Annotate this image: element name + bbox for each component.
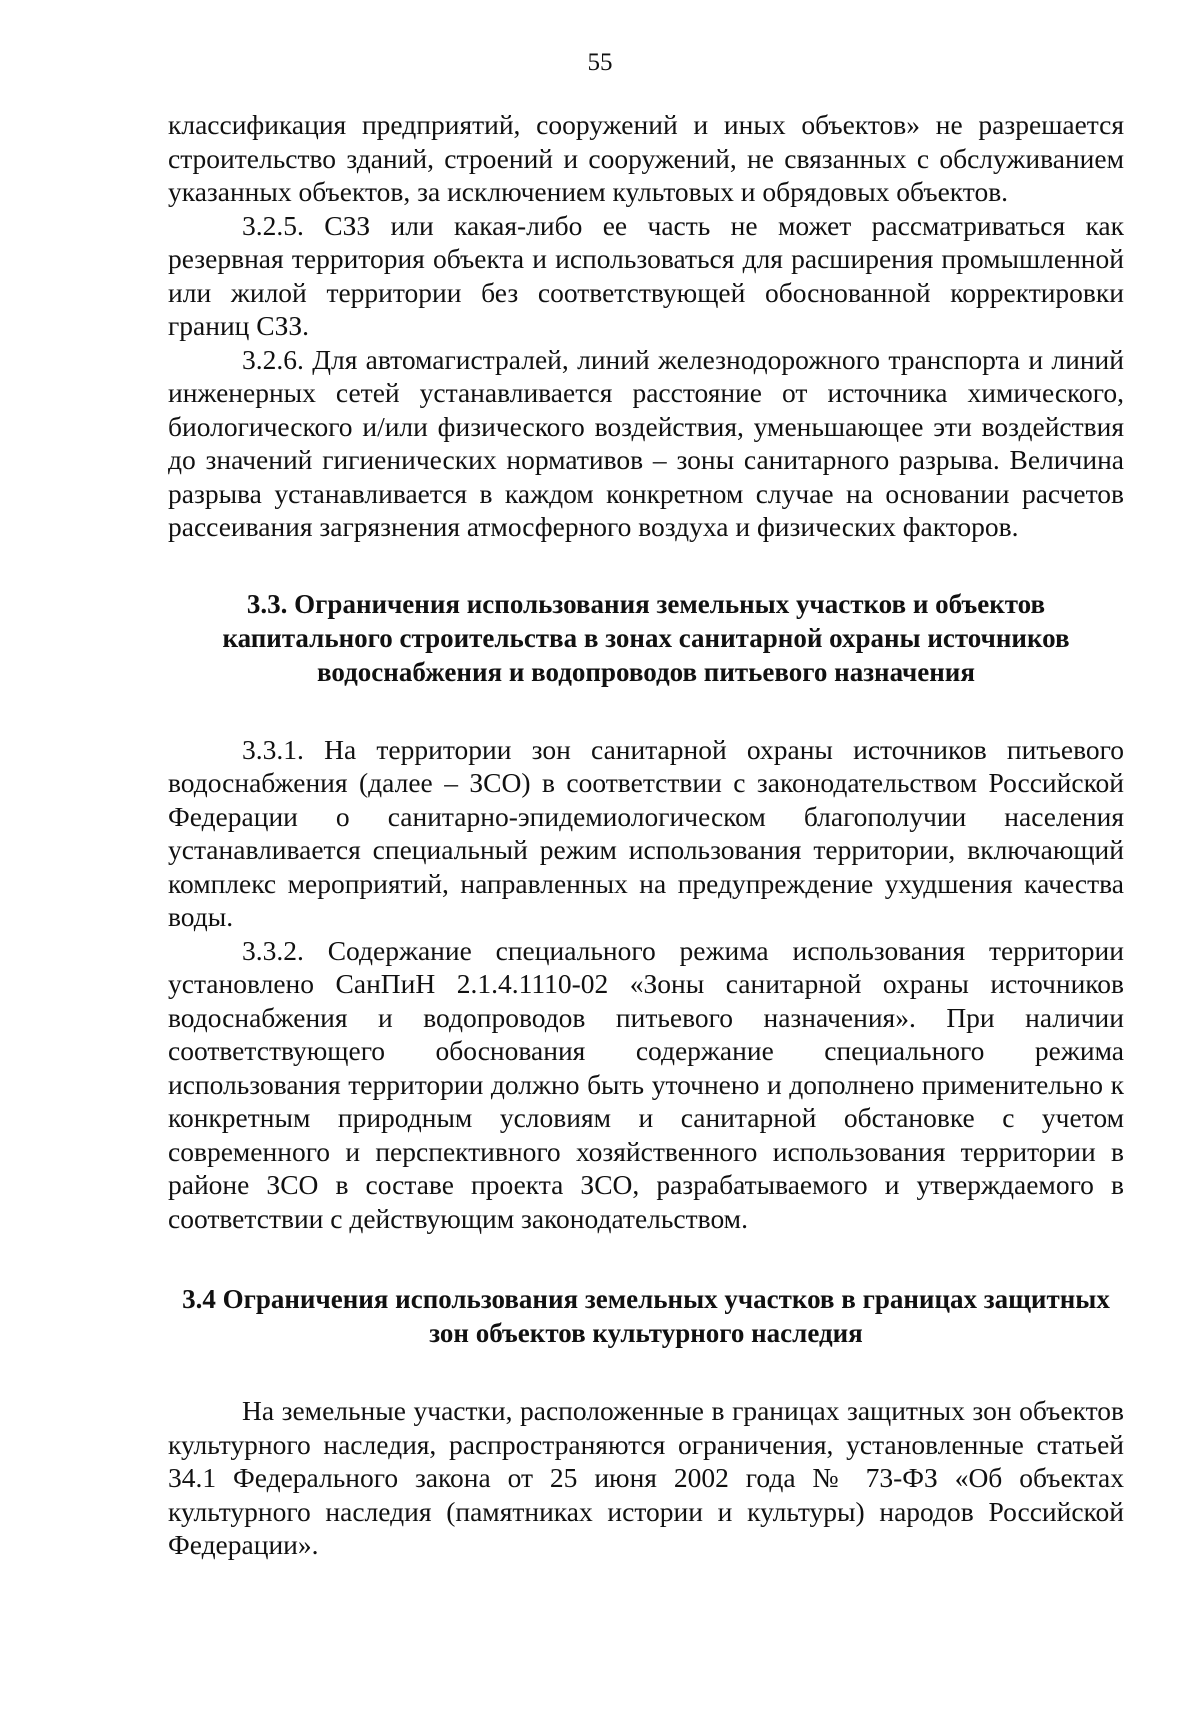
section-heading-3-3: 3.3. Ограничения использования земельных участков и объектов капитального строительства в зонах санитарной охраны источников водоснабжения и водопроводов питьевого назначения: [222, 588, 1070, 687]
section-heading-3-4: 3.4 Ограничения использования земельных участков в границах защитных зон объектов культурного наследия: [182, 1284, 1110, 1348]
paragraph-3-2-6: 3.2.6. Для автомагистралей, линий железнодорожного транспорта и линий инженерных сетей устанавливается расстояние от источника химического, биологического и/или физического воздействия, уменьшающее эти воздействия до значений гигиенических нормативов – зоны санитарного разрыва. Величина разрыва устанавливается в каждом конкретном случае на основании расчетов рассеивания загрязнения атмосферного воздуха и физических факторов.: [168, 343, 1124, 542]
paragraph-3-3-2: 3.3.2. Содержание специального режима использования территории установлено СанПиН 2.1.4.1110-02 «Зоны санитарной охраны источников водоснабжения и водопроводов питьевого назначения». При наличии соответствующего обоснования содержание специального режима использования территории должно быть уточнено и дополнено применительно к конкретным природным условиям и санитарной обстановке с учетом современного и перспективного хозяйственного использования территории в районе ЗСО в составе проекта ЗСО, разрабатываемого и утверждаемого в соответствии с действующим законодательством.: [168, 934, 1124, 1234]
paragraph-continuation: классификация предприятий, сооружений и иных объектов» не разрешается строительство зданий, строений и сооружений, не связанных с обслуживанием указанных объектов, за исключением культовых и обрядовых объектов.: [168, 109, 1124, 207]
paragraph-3-4-body: На земельные участки, расположенные в границах защитных зон объектов культурного наследия, распространяются ограничения, установленные статьей 34.1 Федерального закона от 25 июня 2002 года № 73-ФЗ «Об объектах культурного наследия (памятниках истории и культуры) народов Российской Федерации».: [168, 1395, 1124, 1560]
document-body: [168, 108, 1124, 1562]
page-number: 55: [587, 49, 613, 76]
paragraph-3-3-1: 3.3.1. На территории зон санитарной охраны источников питьевого водоснабжения (далее – ЗСО) в соответствии с законодательством Российской Федерации о санитарно-эпидемиологическом благополучии населения устанавливается специальный режим использования территории, включающий комплекс мероприятий, направленных на предупреждение ухудшения качества воды.: [168, 733, 1124, 932]
paragraph-3-2-5: 3.2.5. СЗЗ или какая-либо ее часть не может рассматриваться как резервная территория объекта и использоваться для расширения промышленной или жилой территории без соответствующей обоснованной корректировки границ СЗЗ.: [168, 209, 1124, 341]
